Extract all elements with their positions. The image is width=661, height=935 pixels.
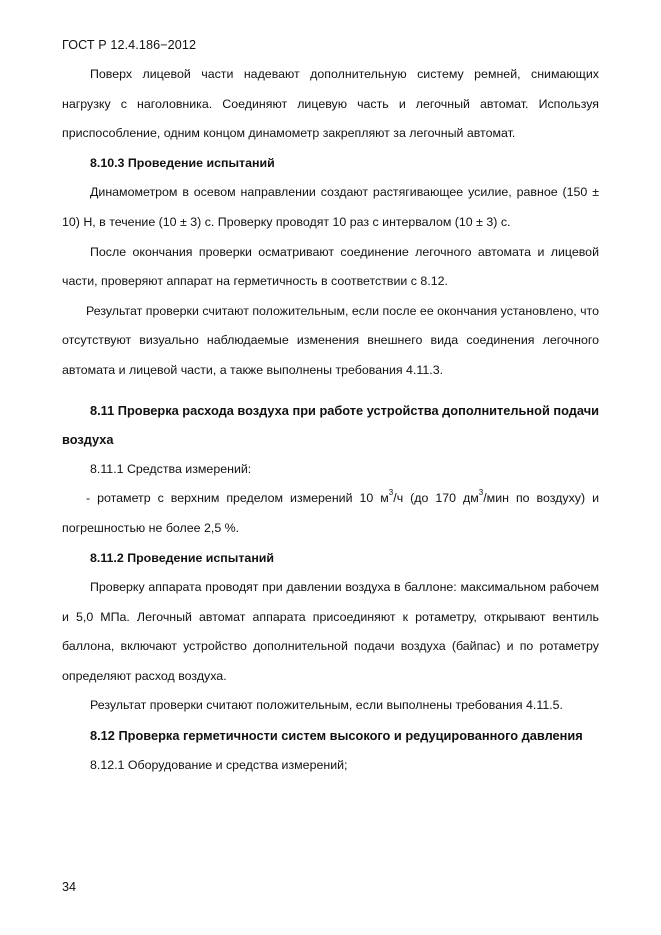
- text-run: - ротаметр с верхним пределом измерений 10 м: [86, 491, 389, 506]
- paragraph: Поверх лицевой части надевают дополнительную систему ремней, снимающих нагрузку с наголовника. Соединяют лицевую часть и легочный автомат. Используя приспособление, одним концом динамометр закрепляют за легочный автомат.: [62, 67, 599, 141]
- document-header: ГОСТ Р 12.4.186−2012: [62, 38, 197, 52]
- paragraph: 8.12.1 Оборудование и средства измерений;: [90, 757, 348, 772]
- paragraph: Динамометром в осевом направлении создают растягивающее усилие, равное (150 ± 10) Н, в течение (10 ± 3) с. Проверку проводят 10 раз с интервалом (10 ± 3) с.: [62, 185, 599, 229]
- section-heading: 8.11 Проверка расхода воздуха при работе устройства дополнительной подачи воздуха: [62, 402, 599, 448]
- paragraph: После окончания проверки осматривают соединение легочного автомата и лицевой части, проверяют аппарат на герметичность в соответствии с 8.12.: [62, 244, 599, 289]
- paragraph: Результат проверки считают положительным, если выполнены требования 4.11.5.: [90, 698, 563, 713]
- section-heading: 8.11.2 Проведение испытаний: [90, 550, 275, 565]
- paragraph: 8.11.1 Средства измерений:: [90, 461, 252, 476]
- document-body: [62, 60, 599, 780]
- page-number: 34: [62, 880, 77, 894]
- paragraph: Проверку аппарата проводят при давлении воздуха в баллоне: максимальном рабочем и 5,0 МПа. Легочный автомат аппарата присоединяют к ротаметру, открывают вентиль баллона, включают устройство дополнительной подачи воздуха (байпас) и по ротаметру определяют расход воздуха.: [62, 580, 599, 683]
- paragraph: [62, 484, 599, 543]
- section-heading: 8.12 Проверка герметичности систем высокого и редуцированного давления: [90, 728, 583, 744]
- paragraph: Результат проверки считают положительным, если после ее окончания установлено, что отсутствуют визуально наблюдаемые изменения внешнего вида соединения легочного автомата и лицевой части, а также выполнены требования 4.11.3.: [62, 303, 599, 377]
- text-run: /мин по воздуху) и погрешностью не более 2,5 %.: [62, 491, 599, 535]
- superscript: 3: [388, 488, 394, 498]
- section-heading: 8.10.3 Проведение испытаний: [90, 155, 275, 170]
- text-run: /ч (до 170 дм: [393, 491, 479, 506]
- superscript: 3: [478, 488, 484, 498]
